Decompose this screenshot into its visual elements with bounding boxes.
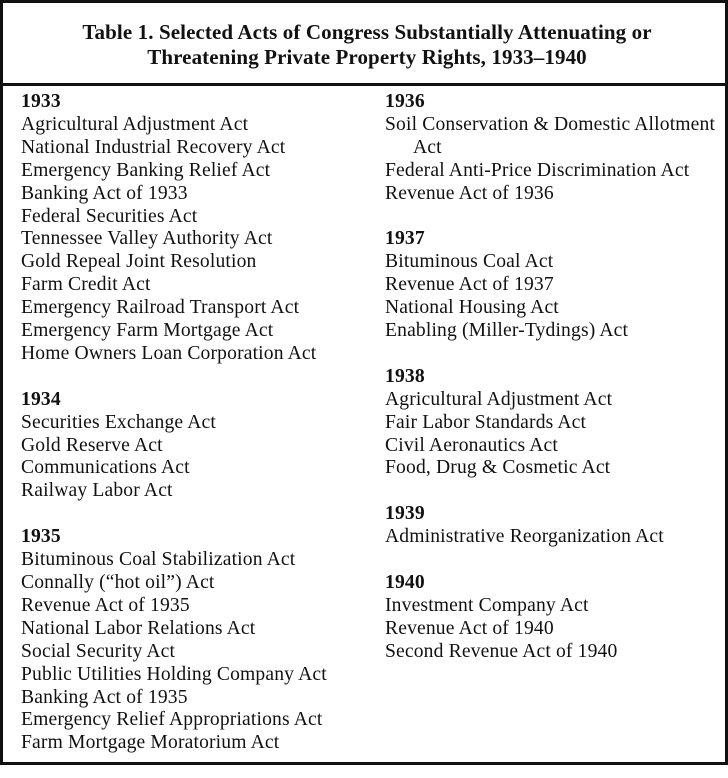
act-entry: Federal Securities Act	[21, 205, 198, 227]
act-entry: Railway Labor Act	[21, 480, 173, 502]
act-entry: Agricultural Adjustment Act	[385, 388, 613, 410]
act-entry: Revenue Act of 1935	[21, 594, 190, 616]
caption-divider	[3, 83, 725, 86]
right-column	[385, 91, 721, 686]
act-entry: National Industrial Recovery Act	[21, 136, 286, 158]
act-entry: Enabling (Miller-Tydings) Act	[385, 320, 629, 342]
act-entry: Emergency Relief Appropriations Act	[21, 709, 323, 731]
act-entry: Gold Reserve Act	[21, 434, 163, 456]
act-entry: Civil Aeronautics Act	[385, 434, 558, 456]
act-list	[21, 114, 381, 366]
act-entry: Home Owners Loan Corporation Act	[21, 342, 317, 364]
act-entry: Social Security Act	[21, 640, 176, 662]
act-entry: Banking Act of 1935	[21, 686, 188, 708]
act-entry: Connally (“hot oil”) Act	[21, 572, 215, 593]
act-entry: Federal Anti-Price Discrimination Act	[385, 159, 690, 181]
year-heading: 1936	[385, 91, 425, 112]
caption-line-2: Threatening Private Property Rights, 1933–1940	[147, 45, 587, 69]
year-section-1940	[385, 572, 721, 664]
year-heading: 1939	[385, 503, 425, 525]
act-entry: Public Utilities Holding Company Act	[21, 663, 327, 685]
year-heading: 1933	[21, 91, 61, 112]
act-entry: Revenue Act of 1940	[385, 617, 554, 639]
year-heading: 1935	[21, 526, 61, 548]
act-entry: Revenue Act of 1936	[385, 182, 554, 204]
act-list	[385, 526, 721, 549]
act-entry: Securities Exchange Act	[21, 411, 216, 433]
act-entry: Bituminous Coal Stabilization Act	[21, 549, 296, 571]
act-list	[385, 389, 721, 481]
year-section-1939	[385, 503, 721, 549]
table-caption	[3, 20, 728, 70]
year-heading: 1938	[385, 365, 425, 387]
act-entry: Emergency Railroad Transport Act	[21, 297, 300, 319]
act-entry: Investment Company Act	[385, 594, 589, 616]
act-entry: Administrative Reorganization Act	[385, 526, 664, 548]
act-entry: Soil Conservation & Domestic Allotment Act	[385, 113, 716, 158]
act-entry: Farm Credit Act	[21, 274, 151, 296]
caption-line-1: Table 1. Selected Acts of Congress Substantially Attenuating or	[82, 20, 652, 44]
act-entry: Communications Act	[21, 457, 190, 479]
act-entry: Farm Mortgage Moratorium Act	[21, 732, 280, 754]
left-column	[21, 91, 381, 778]
act-entry: National Labor Relations Act	[21, 617, 256, 639]
act-entry: Revenue Act of 1937	[385, 274, 554, 296]
year-heading: 1940	[385, 571, 425, 593]
act-list	[21, 412, 381, 504]
year-heading: 1937	[385, 228, 425, 250]
act-entry: Banking Act of 1933	[21, 182, 188, 204]
act-list	[385, 251, 721, 343]
year-heading: 1934	[21, 388, 61, 410]
act-entry: Gold Repeal Joint Resolution	[21, 251, 257, 273]
year-section-1936	[385, 91, 721, 206]
act-entry: Bituminous Coal Act	[385, 251, 554, 273]
act-entry: Tennessee Valley Authority Act	[21, 228, 273, 250]
year-section-1935	[21, 526, 381, 755]
act-list	[21, 549, 381, 755]
act-list	[385, 114, 721, 206]
act-list	[385, 595, 721, 664]
year-section-1934	[21, 389, 381, 504]
act-entry: Food, Drug & Cosmetic Act	[385, 457, 611, 479]
act-entry: National Housing Act	[385, 297, 559, 319]
act-entry: Emergency Banking Relief Act	[21, 159, 271, 181]
act-entry: Second Revenue Act of 1940	[385, 640, 618, 662]
year-section-1938	[385, 366, 721, 481]
year-section-1933	[21, 91, 381, 366]
year-section-1937	[385, 228, 721, 343]
act-entry: Agricultural Adjustment Act	[21, 113, 249, 135]
act-entry: Emergency Farm Mortgage Act	[21, 320, 274, 342]
act-entry: Fair Labor Standards Act	[385, 411, 587, 433]
